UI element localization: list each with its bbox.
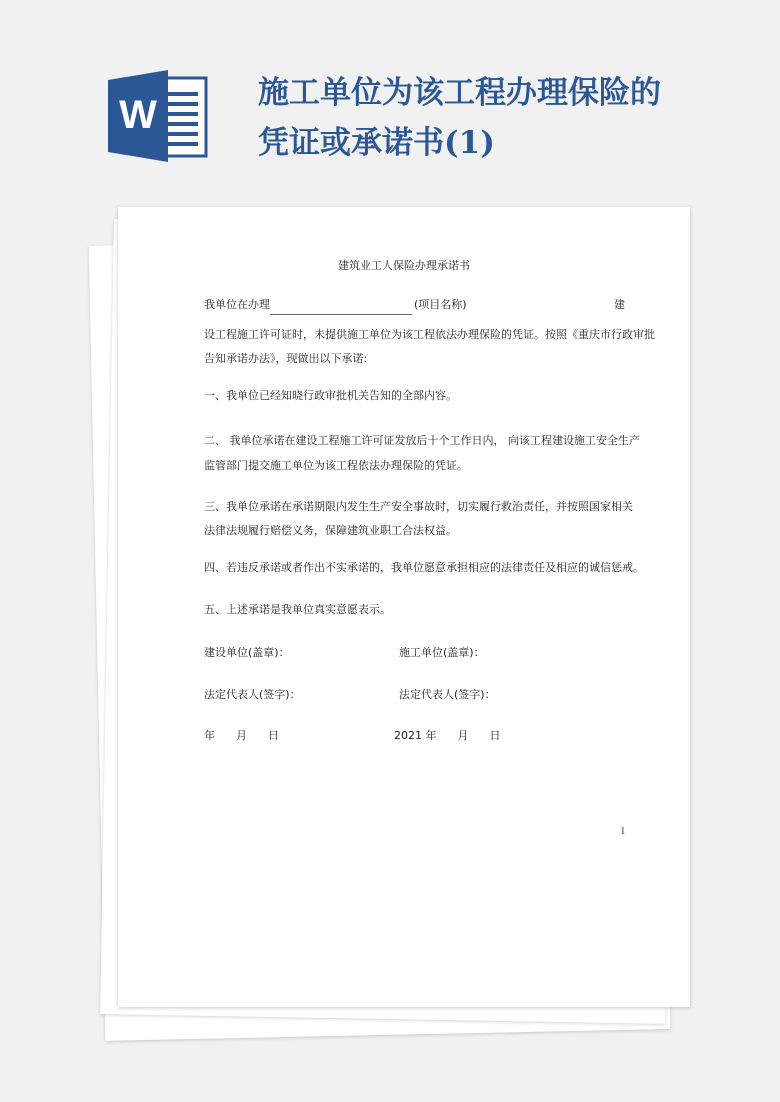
paragraph-line: 设工程施工许可证时，未提供施工单位为该工程依法办理保险的凭证。按照《重庆市行政审批 (204, 328, 655, 341)
svg-text:W: W (119, 93, 157, 137)
contractor-seal-label: 施工单位(盖章)： (399, 646, 485, 659)
document-title: 建筑业工人保险办理承诺书 (338, 259, 470, 272)
date-left: 年 月 日 (204, 729, 279, 742)
commitment-item-5: 五、上述承诺是我单位真实意愿表示。 (204, 603, 391, 616)
date-right: 2021 年 月 日 (394, 729, 501, 742)
page-title (258, 68, 758, 168)
commitment-item-3: 三、我单位承诺在承诺期限内发生生产安全事故时，切实履行救治责任，并按照国家相关 (204, 500, 633, 513)
commitment-item-2: 二、 我单位承诺在建设工程施工许可证发放后十个工作日内， 向该工程建设施工安全生产 (204, 434, 640, 447)
paragraph-line-end: 建 (614, 298, 625, 311)
project-name-label: (项目名称) (414, 298, 467, 311)
builder-seal-label: 建设单位(盖章)： (204, 646, 290, 659)
title-line-1: 施工单位为该工程办理保险的 (258, 75, 661, 111)
word-document-icon (108, 70, 208, 162)
commitment-item-4: 四、若违反承诺或者作出不实承诺的，我单位愿意承担相应的法律责任及相应的诚信惩戒。 (204, 561, 644, 574)
title-line-2: 凭证或承诺书(1) (258, 125, 495, 161)
paragraph-line: 告知承诺办法》，现做出以下承诺: (204, 352, 368, 365)
commitment-item-3-cont: 法律法规履行赔偿义务，保障建筑业职工合法权益。 (204, 524, 457, 537)
page-number: 1 (620, 825, 626, 837)
legal-rep-left-label: 法定代表人(签字)： (204, 688, 301, 701)
document-page (118, 207, 690, 1007)
project-name-blank (270, 314, 412, 315)
commitment-item-2-cont: 监管部门提交施工单位为该工程依法办理保险的凭证。 (204, 459, 468, 472)
commitment-item-1: 一、我单位已经知晓行政审批机关告知的全部内容。 (204, 389, 457, 402)
paragraph-line: 我单位在办理 (204, 298, 270, 311)
legal-rep-right-label: 法定代表人(签字)： (399, 688, 496, 701)
